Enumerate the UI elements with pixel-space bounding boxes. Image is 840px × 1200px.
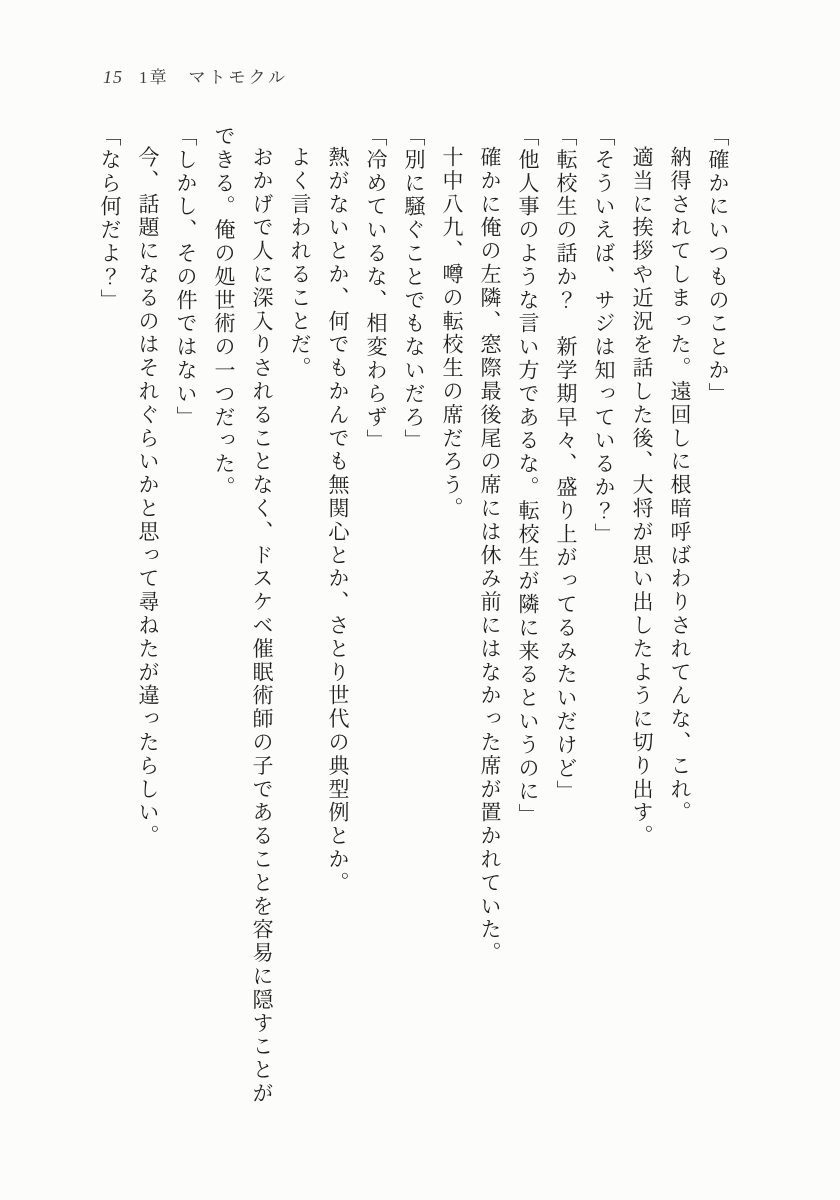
page-number: 15 — [103, 67, 123, 87]
text-line: 「確かにいつものことか」 — [706, 125, 730, 406]
book-title: マトモクル — [188, 68, 288, 87]
text-line: よく言われることだ。 — [288, 146, 312, 380]
text-line: 「そういえば、サジは知っているか？」 — [592, 125, 616, 547]
text-line: おかげで人に深入りされることなく、ドスケベ催眠術師の子であることを容易に隠すことができる。俺の処世術の一つだった。 — [212, 125, 274, 1106]
text-line: 「転校生の話か？ 新学期早々、盛り上がってるみたいだけど」 — [554, 125, 578, 804]
text-line: 十中八九、噂の転校生の席だろう。 — [440, 146, 464, 521]
text-line: 「他人事のような言い方であるな。転校生が隣に来るというのに」 — [516, 125, 540, 827]
text-line: 熱がないとか、何でもかんでも無関心とか、さとり世代の典型例とか。 — [326, 146, 350, 895]
running-header — [103, 63, 288, 88]
text-line: 適当に挨拶や近況を話した後、大将が思い出したように切り出す。 — [630, 146, 654, 848]
text-line: 「なら何だよ？」 — [98, 125, 122, 313]
text-line: 「しかし、その件ではない」 — [174, 125, 198, 430]
text-line: 納得されてしまった。遠回しに根暗呼ばわりされてんな、これ。 — [668, 146, 692, 825]
text-line: 「別に騒ぐことでもないだろ」 — [402, 125, 426, 453]
chapter-label: 1章 — [139, 68, 169, 87]
text-line: 「冷めているな、相変わらず」 — [364, 125, 388, 453]
text-line: 確かに俺の左隣、窓際最後尾の席には休み前にはなかった席が置かれていた。 — [478, 146, 502, 965]
text-line: 今、話題になるのはそれぐらいかと思って尋ねたが違ったらしい。 — [136, 146, 160, 848]
body-text — [91, 125, 737, 1115]
